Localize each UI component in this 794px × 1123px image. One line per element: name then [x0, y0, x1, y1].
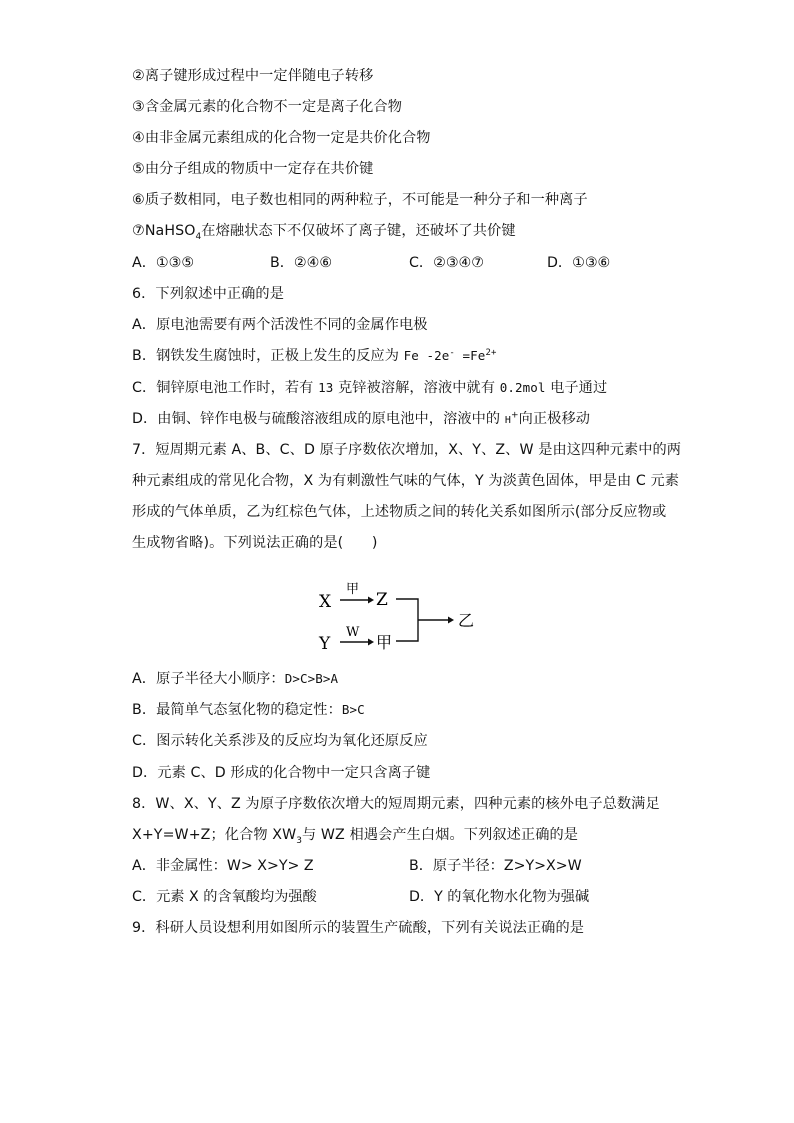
q5-option-c: C．②③④⑦	[409, 255, 484, 271]
q6-option-d-ion: H	[504, 415, 511, 426]
q6-option-d-text2: 向正极移动	[518, 411, 591, 427]
q7-stem-line4: 生成物省略)。下列说法正确的是( )	[132, 535, 378, 551]
diagram-arrow2-label: W	[346, 625, 360, 640]
q6-option-c-num2: 0.2mol	[499, 380, 546, 395]
q6-option-b	[132, 346, 496, 366]
q6-option-b-text: B．钢铁发生腐蚀时，正极上发生的反应为	[132, 348, 404, 364]
q7-option-b-text: B．最简单气态氢化物的稳定性：	[132, 702, 342, 718]
q7-option-d: D．元素 C、D 形成的化合物中一定只含离子键	[132, 765, 431, 781]
q7-stem-line1: 7．短周期元素 A、B、C、D 原子序数依次增加，X、Y、Z、W 是由这四种元素中的两	[132, 442, 682, 458]
q6-option-b-eq-sup1: -	[449, 347, 455, 358]
q7-option-b	[132, 700, 365, 720]
q7-option-c: C．图示转化关系涉及的反应均为氧化还原反应	[132, 733, 428, 749]
q6-option-b-eq-left: Fe -2e	[403, 348, 450, 363]
q8-option-b: B．原子半径：Z>Y>X>W	[409, 858, 582, 874]
q6-option-d-ion-sup: +	[510, 410, 519, 421]
q5-option-a: A．①③⑤	[132, 255, 195, 271]
diagram-yi: 乙	[458, 611, 475, 630]
q6-option-b-equation	[404, 348, 497, 363]
q6-option-c-num1: 13	[318, 380, 334, 395]
q6-option-b-eq-sup2: 2+	[485, 347, 497, 358]
statement-5: ⑤由分子组成的物质中一定存在共价键	[132, 161, 374, 177]
conversion-diagram	[310, 580, 490, 660]
q8-stem-line2	[132, 825, 578, 845]
diagram-arrow3-head	[448, 617, 454, 624]
q7-stem-line3: 形成的气体单质，乙为红棕色气体，上述物质之间的转化关系如图所示(部分反应物或	[132, 504, 667, 520]
q6-option-c	[132, 378, 607, 398]
q8-stem-line2-sub: 3	[296, 835, 303, 846]
statement-7-text: 在熔融状态下不仅破坏了离子键，还破坏了共价键	[201, 223, 516, 239]
statement-7	[132, 221, 516, 241]
statement-7-formula: ⑦NaHSO	[132, 223, 196, 239]
diagram-bracket	[396, 599, 418, 641]
q8-option-a: A．非金属性：W> X>Y> Z	[132, 858, 314, 874]
q8-stem-line2-text1: X+Y=W+Z；化合物 XW	[132, 827, 297, 843]
statement-2: ②离子键形成过程中一定伴随电子转移	[132, 68, 374, 84]
diagram-z: Z	[376, 590, 388, 610]
statement-4: ④由非金属元素组成的化合物一定是共价化合物	[132, 130, 431, 146]
q6-option-d	[132, 409, 590, 431]
diagram-jia: 甲	[376, 633, 393, 652]
q8-stem-line2-text2: 与 WZ 相遇会产生白烟。下列叙述正确的是	[302, 827, 579, 843]
q8-stem-line1: 8．W、X、Y、Z 为原子序数依次增大的短周期元素，四种元素的核外电子总数满足	[132, 796, 660, 812]
diagram-x: X	[319, 592, 332, 612]
q5-option-d: D．①③⑥	[547, 255, 611, 271]
q5-option-b: B．②④⑥	[270, 255, 333, 271]
diagram-arrow1-head	[368, 597, 374, 604]
q7-stem-line2: 种元素组成的常见化合物，X 为有刺激性气味的气体，Y 为淡黄色固体，甲是由 C 元素	[132, 473, 680, 489]
statement-3: ③含金属元素的化合物不一定是离子化合物	[132, 99, 402, 115]
q6-option-a: A．原电池需要有两个活泼性不同的金属作电极	[132, 317, 428, 333]
statement-6: ⑥质子数相同，电子数也相同的两种粒子，不可能是一种分子和一种离子	[132, 192, 588, 208]
q6-option-c-text1: C．铜锌原电池工作时，若有	[132, 380, 319, 396]
diagram-y: Y	[319, 634, 331, 654]
q6-stem: 6．下列叙述中正确的是	[132, 286, 285, 302]
q7-option-a	[132, 669, 338, 689]
statement-7-subscript: 4	[195, 231, 202, 242]
diagram-arrow1-label: 甲	[346, 582, 360, 597]
q7-option-a-text: A．原子半径大小顺序：	[132, 671, 285, 687]
q7-option-a-value: D>C>B>A	[284, 671, 339, 686]
q9-stem: 9．科研人员设想利用如图所示的装置生产硫酸，下列有关说法正确的是	[132, 920, 585, 936]
q8-option-c: C．元素 X 的含氧酸均为强酸	[132, 889, 317, 905]
q6-option-c-text3: 电子通过	[545, 380, 608, 396]
q6-option-c-text2: 克锌被溶解，溶液中就有	[333, 380, 500, 396]
q7-option-b-value: B>C	[341, 702, 365, 717]
q6-option-b-eq-right: =Fe	[454, 348, 486, 363]
q8-option-d: D．Y 的氧化物水化物为强碱	[409, 889, 590, 905]
q6-option-d-text1: D．由铜、锌作电极与硫酸溶液组成的原电池中，溶液中的	[132, 411, 505, 427]
diagram-arrow2-head	[368, 639, 374, 646]
